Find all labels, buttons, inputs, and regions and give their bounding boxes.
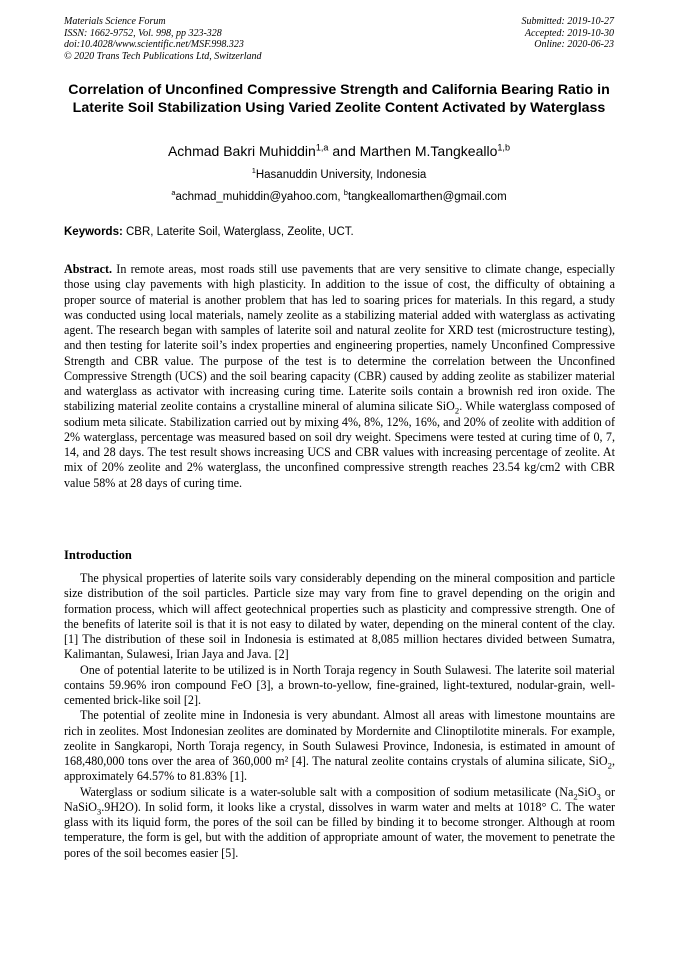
abstract bbox=[64, 262, 615, 491]
abstract-text-2: . While waterglass composed of sodium meta silicate. Stabilization carried out by mixing 4%, 8%, 12%, 16%, and 20% of zeolite with addition of 2% waterglass, percentage was measured based on soil dry weight. Specimens were tested at curing time of 0, 7, 14, and 28 days. The test result shows increasing UCS and CBR values with increasing percentage of zeolite. At mix of 20% zeolite and 2% waterglass, the unconfined compressive strength reaches 23.54 kg/cm2 with CBR value 58% at 28 days of curing time. bbox=[64, 399, 615, 490]
intro-p4-text-c: or NaSiO bbox=[64, 784, 619, 814]
doi-line: doi:10.4028/www.scientific.net/MSF.998.323 bbox=[64, 39, 244, 50]
email-b-marker: b bbox=[343, 188, 348, 198]
email-line bbox=[64, 190, 614, 204]
keywords bbox=[64, 225, 614, 239]
email-b: tangkeallomarthen@gmail.com bbox=[347, 191, 507, 203]
affiliation bbox=[64, 168, 614, 182]
email-a: achmad_muhiddin@yahoo.com, bbox=[175, 191, 344, 203]
email-a-marker: a bbox=[171, 188, 176, 198]
intro-p4-text-a: Waterglass or sodium silicate is a water-soluble salt with a composition of sodium metasilicate (Na bbox=[80, 784, 574, 799]
intro-p4-text-d: .9H2O). In solid form, it looks like a crystal, dissolves in warm water and melts at 1018° C. The water glass with its liquid form, the pores of the soil can be filled by binding it to become stronger. Although at room temperature, the form is gel, but with the addition of appropriate amount of water, the movement to penetrate the pores of the soil becomes easier [5]. bbox=[64, 799, 615, 860]
dates-info bbox=[522, 16, 615, 51]
intro-paragraph-2: One of potential laterite to be utilized is in North Toraja regency in South Sulawesi. The laterite soil material contains 59.96% iron compound FeO [3], a brown-to-yellow, fine-grained, light-textured, nodular-grain, well-cemented brick-like soil [2]. bbox=[64, 662, 615, 707]
intro-p4-subscript-1: 2 bbox=[573, 790, 578, 801]
author-1-affil: 1,a bbox=[315, 142, 329, 153]
accepted-date: Accepted: 2019-10-30 bbox=[524, 27, 614, 39]
author-conjunction: and bbox=[328, 143, 360, 159]
intro-paragraph-3 bbox=[64, 708, 615, 784]
author-1: Achmad Bakri Muhiddin bbox=[167, 143, 316, 159]
abstract-paragraph bbox=[64, 262, 615, 491]
intro-p3-subscript: 2 bbox=[607, 760, 612, 771]
intro-p3-text-b: , approximately 64.57% to 81.83% [1]. bbox=[64, 754, 615, 784]
intro-paragraph-1: The physical properties of laterite soils vary considerably depending on the mineral composition and particle size distribution of the soil particles. Particle size may vary from fine to gravel depending on the origin and formation process, which will affect geotechnical properties such as plasticity and compressive strength. One of the benefits of laterite soil is that it is not easy to dilated by water, depending on the mineral content of the clay. [1] The distribution of these soil in Indonesia is estimated at 8,085 million hectares divided between Sumatra, Kalimantan, Sulawesi, Irian Jaya and Java. [2] bbox=[64, 571, 615, 662]
author-2: Marthen M.Tangkeallo bbox=[359, 143, 498, 159]
affiliation-text: Hasanuddin University, Indonesia bbox=[255, 169, 427, 181]
keywords-text: CBR, Laterite Soil, Waterglass, Zeolite, UCT. bbox=[122, 226, 354, 238]
journal-info bbox=[64, 16, 262, 62]
introduction-body bbox=[64, 571, 619, 861]
journal-name: Materials Science Forum bbox=[64, 16, 166, 27]
affiliation-marker: 1 bbox=[251, 166, 256, 176]
abstract-subscript: 2 bbox=[454, 405, 460, 416]
online-date: Online: 2020-06-23 bbox=[534, 39, 614, 50]
abstract-label: Abstract. bbox=[64, 262, 113, 276]
submitted-date: Submitted: 2019-10-27 bbox=[521, 16, 614, 27]
author-line bbox=[64, 142, 614, 160]
copyright-line: © 2020 Trans Tech Publications Ltd, Switzerland bbox=[64, 50, 262, 62]
abstract-text-1: In remote areas, most roads still use pavements that are very sensitive to climate change, especially those using clay pavements with high plasticity. In addition to the issue of cost, the difficulty of obtaining a proper source of material is another problem that has led to soaring prices for materials. In this regard, a study was conducted using local materials, namely zeolite as a stabilizing material added with waterglass as activating agent. The research began with samples of laterite soil and natural zeolite for XRD test (microstructure testing), and then testing for laterite soil’s index properties and engineering properties, namely Unconfined Compressive Strength and CBR value. The purpose of the test is to determine the correlation between the Unconfined Compressive Strength (UCS) and the soil bearing capacity (CBR) caused by adding zeolite as stabilizer material and waterglass as activator with increasing curing time. Laterite soils contain a brownish red iron oxide. The stabilizing material zeolite contains a crystalline mineral of alumina silicate SiO bbox=[64, 262, 615, 414]
intro-p4-subscript-2: 3 bbox=[596, 790, 601, 801]
paper-title: Correlation of Unconfined Compressive Strength and California Bearing Ratio in Laterite Soil Stabilization Using Varied Zeolite Content Activated by Waterglass bbox=[68, 82, 610, 116]
issn-line: ISSN: 1662-9752, Vol. 998, pp 323-328 bbox=[64, 27, 222, 39]
intro-paragraph-4 bbox=[64, 784, 619, 861]
keywords-label: Keywords: bbox=[64, 226, 123, 238]
author-2-affil: 1,b bbox=[497, 142, 511, 153]
intro-p3-text-a: The potential of zeolite mine in Indonesia is very abundant. Almost all areas with limestone mountains are rich in zeolites. Most Indonesian zeolites are dominated by Mordernite and Clinoptilotite minerals. For example, zeolite in Sangkaropi, North Toraja regency, in South Sulawesi Province, Indonesia, is estimated in amount of 168,480,000 tons over the area of 360,000 m² [4]. The natural zeolite contains crystals of alumina silicate, SiO bbox=[64, 708, 615, 768]
intro-p4-text-b: SiO bbox=[577, 784, 597, 799]
intro-p4-subscript-3: 3 bbox=[96, 806, 102, 817]
introduction-heading: Introduction bbox=[64, 548, 132, 562]
